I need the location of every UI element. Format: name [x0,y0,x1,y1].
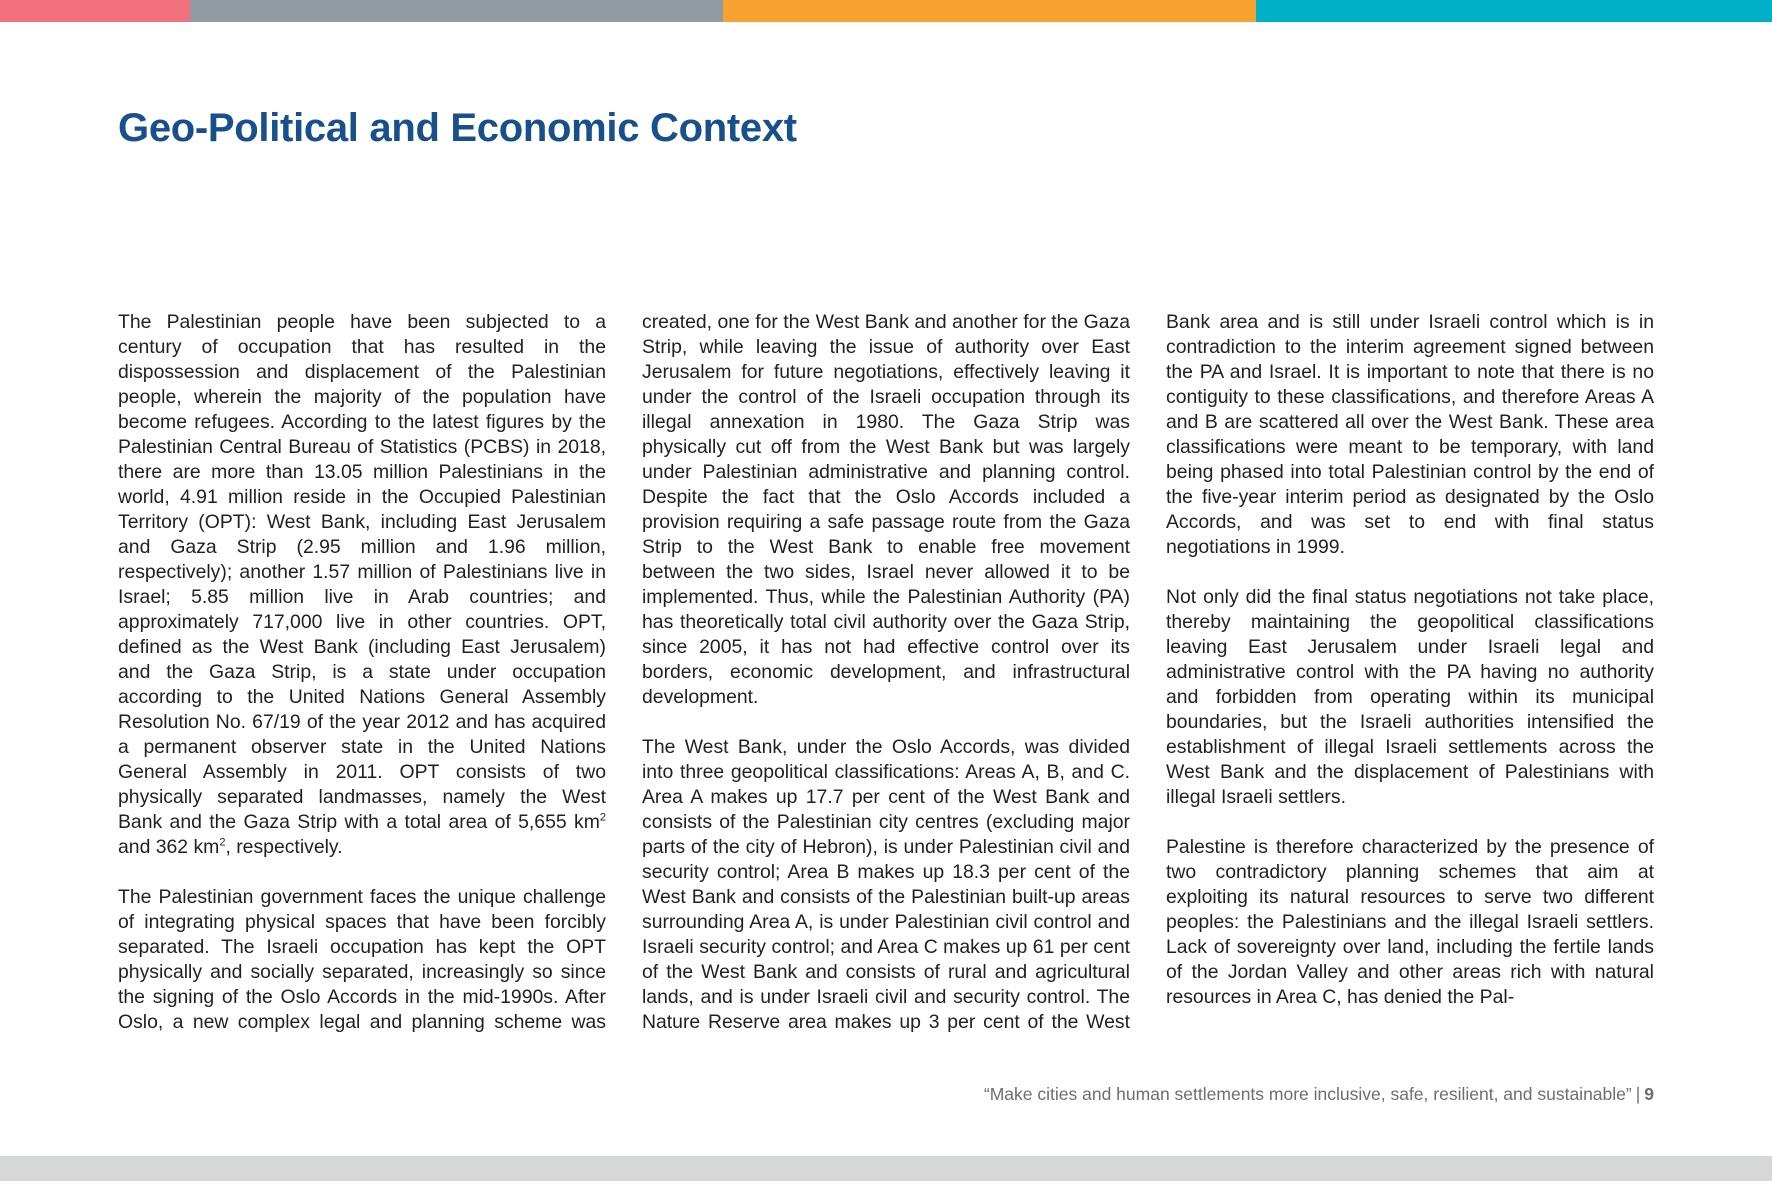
body-text-columns [118,310,1654,1040]
footer-separator: | [1635,1084,1641,1104]
paragraph-1-text-a: The Palestinian people have been subjected to a century of occupation that has resulted in the dispossession and displacement of the Palestinian people, wherein the majority of the population have become refugees. According to the latest figures by the Palestinian Central Bureau of Statistics (PCBS) in 2018, there are more than 13.05 million Palestinians in the world, 4.91 million reside in the Occupied Palestinian Territory (OPT): West Bank, including East Jerusalem and Gaza Strip (2.95 million and 1.96 million, respectively); another 1.57 million of Palestinians live in Israel; 5.85 million live in Arab countries; and approximately 717,000 live in other countries. OPT, defined as the West Bank (including East Jerusalem) and the Gaza Strip, is a state under occupation according to the United Nations General Assembly Resolution No. 67/19 of the year 2012 and has acquired a permanent observer state in the United Nations General Assembly in 2011. OPT consists of two physically separated landmasses, namely the West Bank and the Gaza Strip with a total area of 5,655 km [118,311,606,833]
footer-quote: “Make cities and human settlements more inclusive, safe, resilient, and sustainable” [983,1084,1632,1104]
color-bar-segment-gray [190,0,723,22]
paragraph-4: Not only did the final status negotiations not take place, thereby maintaining the geopolitical classifications leaving East Jerusalem under Israeli legal and administrative control with the PA having no authority and forbidden from operating within its municipal boundaries, but the Israeli authorities intensified the establishment of illegal Israeli settlements across the West Bank and the displacement of Palestinians with illegal Israeli settlers. [1166,586,1654,808]
bottom-gray-bar [0,1156,1772,1181]
superscript-2: 2 [219,836,226,849]
page-number: 9 [1644,1084,1654,1104]
paragraph-1 [118,310,606,860]
paragraph-5: Palestine is therefore characterized by the presence of two contradictory planning schemes that aim at exploiting its natural resources to serve two different peoples: the Palestinians and the illegal Israeli settlers. Lack of sovereignty over land, including the fertile lands of the Jordan Valley and other areas rich with natural resources in Area C, has denied the Pal- [1166,836,1654,1008]
paragraph-2: The Palestinian government faces the unique challenge of integrating physical spaces that have been forcibly separated. The Israeli occupation has kept the OPT physically and socially separated, increasingly so since the signing of the Oslo Accords in the mid-1990s. After Oslo, a new complex legal and planning scheme was created, one for the West Bank and another for the Gaza Strip, while leaving the issue of authority over East Jerusalem for future negotiations, effectively leaving it under the control of the Israeli occupation through its illegal annexation in 1980. The Gaza Strip was physically cut off from the West Bank but was largely under Palestinian administrative and planning control. Despite the fact that the Oslo Accords included a provision requiring a safe passage route from the Gaza Strip to the West Bank to enable free movement between the two sides, Israel never allowed it to be implemented. Thus, while the Palestinian Authority (PA) has theoretically total civil authority over the Gaza Strip, since 2005, it has not had effective control over its borders, economic development, and infrastructural development. [118,311,1130,1033]
paragraph-3: The West Bank, under the Oslo Accords, was divided into three geopolitical classifications: Areas A, B, and C. Area A makes up 17.7 per cent of the West Bank and consists of the Palestinian city centres (excluding major parts of the city of Hebron), is under Palestinian civil and security control; Area B makes up 18.3 per cent of the West Bank and consists of the Palestinian built-up areas surrounding Area A, is under Palestinian civil control and Israeli security control; and Area C makes up 61 per cent of the West Bank and consists of rural and agricultural lands, and is under Israeli civil and security control. The Nature Reserve area makes up 3 per cent of the West Bank area and is still under Israeli control which is in contradiction to the interim agreement signed between the PA and Israel. It is important to note that there is no contiguity to these classifications, and therefore Areas A and B are scattered all over the West Bank. These area classifications were meant to be temporary, with land being phased into total Palestinian control by the end of the five-year interim period as designated by the Oslo Accords, and was set to end with final status negotiations in 1999. [642,311,1654,1033]
paragraph-1-text-b: and 362 km [118,836,220,858]
page-title: Geo-Political and Economic Context [118,106,797,150]
page-footer [984,1084,1654,1105]
color-bar-segment-pink [0,0,190,22]
color-bar-segment-orange [723,0,1256,22]
color-bar-segment-teal [1256,0,1772,22]
paragraph-1-text-c: , respectively. [225,836,343,858]
superscript-2: 2 [599,811,606,824]
top-color-bar [0,0,1772,22]
